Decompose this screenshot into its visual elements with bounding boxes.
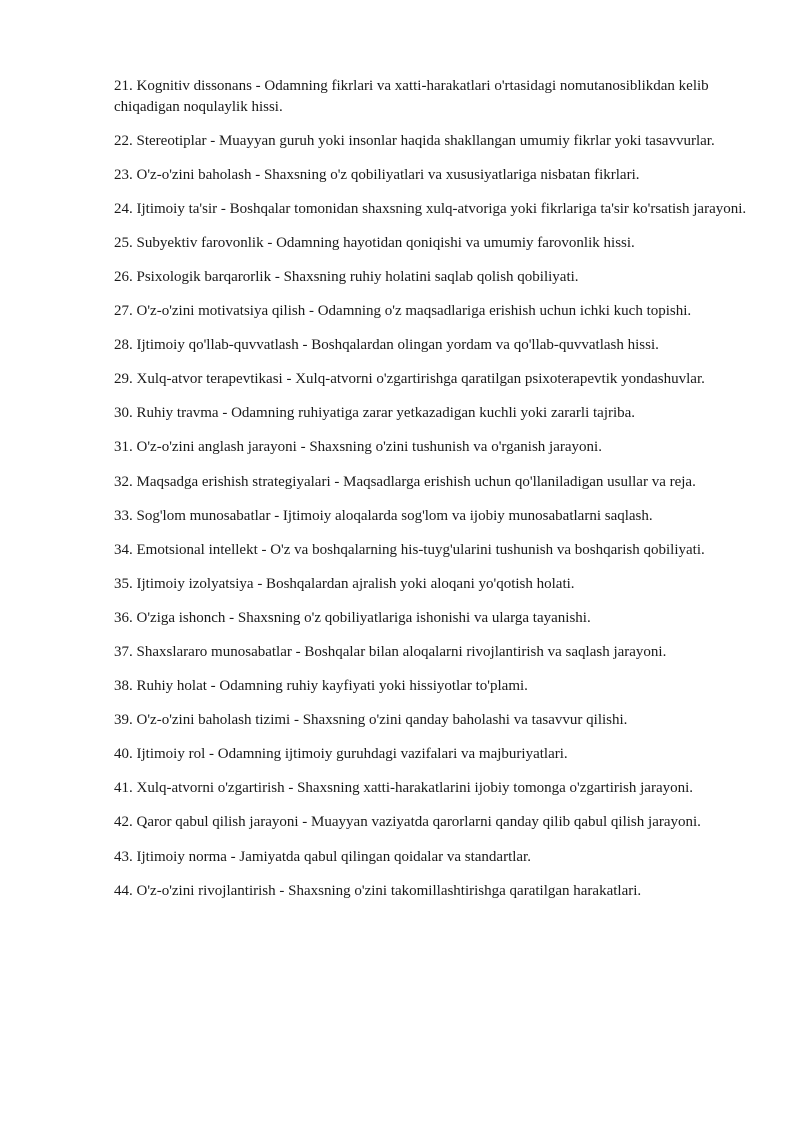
list-item: 28. Ijtimoiy qo'llab-quvvatlash - Boshqalardan olingan yordam va qo'llab-quvvatlash hissi.	[114, 337, 659, 354]
list-item: 33. Sog'lom munosabatlar - Ijtimoiy aloqalarda sog'lom va ijobiy munosabatlarni saqlash.	[114, 507, 653, 524]
list-item: 24. Ijtimoiy ta'sir - Boshqalar tomonidan shaxsning xulq-atvoriga yoki fikrlariga ta'sir ko'rsatish jarayoni.	[114, 200, 747, 217]
list-item: 34. Emotsional intellekt - O'z va boshqalarning his-tuyg'ularini tushunish va boshqarish qobiliyati.	[114, 541, 705, 558]
list-item: 38. Ruhiy holat - Odamning ruhiy kayfiyati yoki hissiyotlar to'plami.	[114, 678, 528, 695]
definition-list	[114, 76, 754, 915]
list-item: 27. O'z-o'zini motivatsiya qilish - Odamning o'z maqsadlariga erishish uchun ichki kuch topishi.	[114, 303, 692, 320]
list-item: 29. Xulq-atvor terapevtikasi - Xulq-atvorni o'zgartirishga qaratilgan psixoterapevtik yondashuvlar.	[114, 371, 705, 388]
list-item: 30. Ruhiy travma - Odamning ruhiyatiga zarar yetkazadigan kuchli yoki zararli tajriba.	[114, 405, 636, 422]
list-item: 42. Qaror qabul qilish jarayoni - Muayyan vaziyatda qarorlarni qanday qilib qabul qilish jarayoni.	[114, 814, 701, 831]
list-item: 26. Psixologik barqarorlik - Shaxsning ruhiy holatini saqlab qolish qobiliyati.	[114, 268, 579, 285]
list-item: 40. Ijtimoiy rol - Odamning ijtimoiy guruhdagi vazifalari va majburiyatlari.	[114, 746, 568, 763]
list-item: 44. O'z-o'zini rivojlantirish - Shaxsning o'zini takomillashtirishga qaratilgan harakatlari.	[114, 882, 642, 899]
list-item: 41. Xulq-atvorni o'zgartirish - Shaxsning xatti-harakatlarini ijobiy tomonga o'zgartirish jarayoni.	[114, 780, 694, 797]
list-item: 39. O'z-o'zini baholash tizimi - Shaxsning o'zini qanday baholashi va tasavvur qilishi.	[114, 712, 628, 729]
list-item: 36. O'ziga ishonch - Shaxsning o'z qobiliyatlariga ishonishi va ularga tayanishi.	[114, 609, 591, 626]
list-item: 23. O'z-o'zini baholash - Shaxsning o'z qobiliyatlari va xususiyatlariga nisbatan fikrlari.	[114, 166, 640, 183]
list-item: 43. Ijtimoiy norma - Jamiyatda qabul qilingan qoidalar va standartlar.	[114, 848, 531, 865]
list-item: 21. Kognitiv dissonans - Odamning fikrlari va xatti-harakatlari o'rtasidagi nomutanosiblikdan kelib chiqadigan noqulaylik hissi.	[114, 78, 709, 115]
list-item: 35. Ijtimoiy izolyatsiya - Boshqalardan ajralish yoki aloqani yo'qotish holati.	[114, 575, 575, 592]
list-item: 32. Maqsadga erishish strategiyalari - Maqsadlarga erishish uchun qo'llaniladigan usullar va reja.	[114, 473, 696, 490]
list-item: 31. O'z-o'zini anglash jarayoni - Shaxsning o'zini tushunish va o'rganish jarayoni.	[114, 439, 602, 456]
list-item: 25. Subyektiv farovonlik - Odamning hayotidan qoniqishi va umumiy farovonlik hissi.	[114, 234, 635, 251]
list-item: 22. Stereotiplar - Muayyan guruh yoki insonlar haqida shakllangan umumiy fikrlar yoki tasavvurlar.	[114, 132, 715, 149]
list-item: 37. Shaxslararo munosabatlar - Boshqalar bilan aloqalarni rivojlantirish va saqlash jarayoni.	[114, 644, 667, 660]
